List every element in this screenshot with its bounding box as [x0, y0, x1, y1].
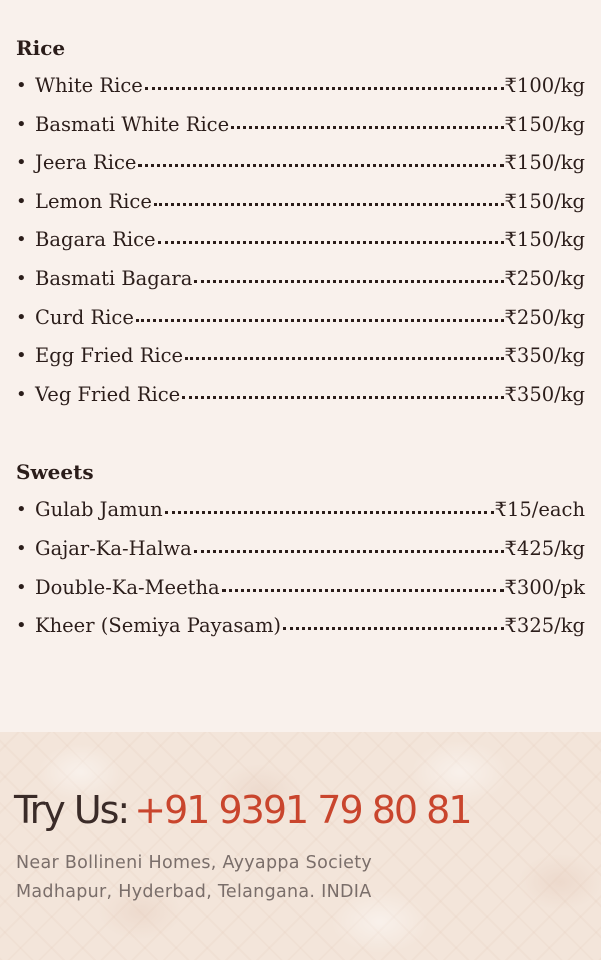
bullet-icon — [16, 299, 35, 338]
item-price: ₹150/kg — [504, 151, 585, 175]
item-price: ₹350/kg — [504, 382, 585, 406]
item-name: White Rice — [35, 74, 143, 97]
item-name: Bagara Rice — [35, 228, 156, 252]
dotted-leader — [194, 550, 504, 553]
dotted-leader — [222, 589, 504, 592]
address-block — [16, 849, 372, 907]
dotted-leader — [138, 164, 503, 167]
item-price: ₹150/kg — [504, 228, 585, 252]
bullet-icon — [16, 106, 35, 145]
item-price: ₹15/each — [494, 498, 585, 522]
item-price: ₹300/pk — [504, 575, 585, 599]
address-line-1: Near Bollineni Homes, Ayyappa Society — [16, 853, 373, 873]
bullet-icon — [16, 337, 35, 376]
sweets-list — [16, 491, 585, 645]
dotted-leader — [145, 87, 504, 90]
menu-item — [16, 376, 585, 415]
menu-item — [16, 337, 585, 376]
rice-list — [16, 67, 585, 414]
dotted-leader — [158, 241, 504, 244]
dotted-leader — [194, 280, 503, 283]
section-title-sweets: Sweets — [16, 460, 94, 485]
dotted-leader — [182, 396, 503, 399]
dotted-leader — [154, 203, 504, 206]
item-price: ₹100/kg — [504, 74, 585, 97]
bullet-icon — [16, 221, 35, 260]
item-price: ₹150/kg — [504, 112, 585, 136]
item-name: Egg Fried Rice — [35, 344, 184, 368]
bullet-icon — [16, 530, 35, 569]
dotted-leader — [283, 627, 503, 630]
menu-item — [16, 106, 585, 145]
item-name: Kheer (Semiya Payasam) — [35, 614, 282, 638]
bullet-icon — [16, 607, 35, 646]
bullet-icon — [16, 260, 35, 299]
bullet-icon — [16, 67, 35, 106]
section-title-rice: Rice — [16, 36, 66, 60]
dotted-leader — [231, 126, 503, 129]
menu-item — [16, 221, 585, 260]
bullet-icon — [16, 144, 35, 183]
item-name: Gajar-Ka-Halwa — [35, 536, 192, 560]
menu-item — [16, 260, 585, 299]
address-line-2: Madhapur, Hyderbad, Telangana. INDIA — [16, 882, 372, 902]
menu-item — [16, 144, 585, 183]
item-price: ₹425/kg — [504, 536, 585, 560]
dotted-leader — [165, 511, 494, 514]
menu-item — [16, 491, 585, 530]
item-price: ₹250/kg — [504, 266, 585, 290]
contact-line — [14, 785, 471, 835]
bullet-icon — [16, 569, 35, 608]
item-name: Veg Fried Rice — [35, 382, 181, 406]
dotted-leader — [185, 357, 503, 360]
price-menu — [16, 33, 585, 646]
item-name: Basmati Bagara — [35, 266, 193, 290]
item-name: Curd Rice — [35, 305, 134, 329]
item-name: Gulab Jamun — [35, 498, 163, 522]
bullet-icon — [16, 491, 35, 530]
dotted-leader — [136, 319, 504, 322]
item-price: ₹350/kg — [504, 344, 585, 368]
menu-item — [16, 569, 585, 608]
phone-link[interactable]: +91 9391 79 80 81 — [134, 788, 471, 832]
bullet-icon — [16, 376, 35, 415]
item-price: ₹150/kg — [504, 189, 585, 213]
item-name: Jeera Rice — [35, 151, 137, 175]
contact-footer — [0, 732, 601, 960]
bullet-icon — [16, 183, 35, 222]
menu-item — [16, 607, 585, 646]
item-price: ₹325/kg — [504, 614, 585, 638]
item-name: Basmati White Rice — [35, 112, 230, 136]
try-us-label: Try Us: — [14, 788, 129, 832]
menu-item — [16, 299, 585, 338]
menu-item — [16, 183, 585, 222]
menu-item — [16, 530, 585, 569]
item-name: Lemon Rice — [35, 189, 152, 213]
item-name: Double-Ka-Meetha — [35, 575, 220, 599]
menu-item — [16, 67, 585, 106]
item-price: ₹250/kg — [504, 305, 585, 329]
